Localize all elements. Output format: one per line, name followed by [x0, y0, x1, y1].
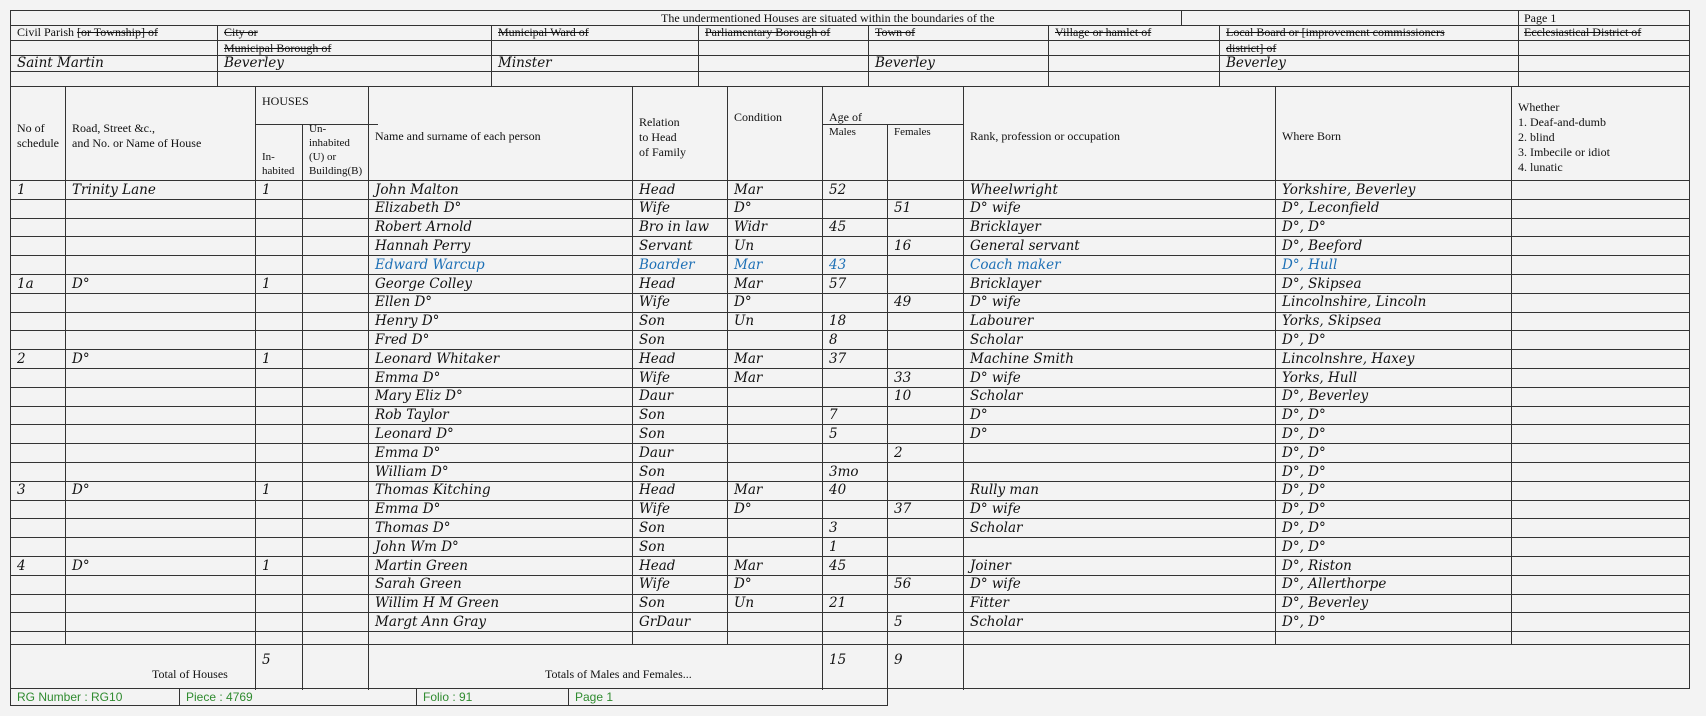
birthplace-cell: Yorkshire, Beverley [1282, 181, 1416, 198]
males-age-cell: 18 [829, 313, 847, 330]
birthplace-cell: D°, D° [1282, 219, 1326, 236]
females-age-cell: 16 [894, 237, 912, 254]
col-inhabited-1: In- [262, 151, 275, 163]
occupation-cell: Scholar [970, 519, 1023, 536]
schedule-cell: 3 [17, 482, 26, 499]
relation-cell: Son [639, 595, 666, 612]
road-cell: D° [72, 350, 90, 367]
occupation-cell: D° [970, 425, 988, 442]
females-age-cell: 33 [894, 369, 912, 386]
condition-cell: Widr [734, 219, 768, 236]
birthplace-cell: D°, D° [1282, 331, 1326, 348]
road-cell: Trinity Lane [72, 181, 156, 198]
relation-cell: Boarder [639, 256, 695, 273]
total-males-value: 15 [829, 652, 847, 668]
birthplace-cell: D°, Allerthorpe [1282, 576, 1387, 593]
name-cell: Emma D° [375, 369, 441, 386]
label-local-board-2: district] of [1226, 41, 1277, 55]
condition-cell: Mar [734, 350, 763, 367]
page-label: Page 1 [1524, 11, 1557, 25]
relation-cell: Head [639, 482, 676, 499]
col-name: Name and surname of each person [375, 129, 541, 143]
col-schedule-2: schedule [17, 136, 59, 150]
col-whether-3: 2. blind [1518, 130, 1555, 144]
name-cell: Elizabeth D° [375, 200, 462, 217]
relation-cell: Son [639, 407, 666, 424]
col-road-2: and No. or Name of House [72, 136, 202, 150]
label-ecclesiastical: Ecclesiastical District of [1524, 25, 1642, 39]
col-whether-4: 3. Imbecile or idiot [1518, 145, 1610, 159]
label-civil-parish: Civil Parish [or Township] of [17, 25, 158, 39]
schedule-cell: 1a [17, 275, 34, 292]
col-road-1: Road, Street &c., [72, 121, 155, 135]
condition-cell: Mar [734, 482, 763, 499]
total-houses-value: 5 [262, 652, 271, 668]
condition-cell: Mar [734, 275, 763, 292]
col-uninhabited-1: Un- [309, 123, 327, 135]
relation-cell: Son [639, 331, 666, 348]
occupation-cell: Joiner [970, 557, 1011, 574]
name-cell: Mary Eliz D° [375, 388, 463, 405]
total-females-value: 9 [894, 652, 903, 668]
males-age-cell: 21 [829, 595, 847, 612]
relation-cell: Head [639, 275, 676, 292]
females-age-cell: 56 [894, 576, 912, 593]
footer-page: Page 1 [568, 689, 888, 705]
occupation-cell: D° wife [970, 369, 1021, 386]
col-whether-5: 4. lunatic [1518, 160, 1563, 174]
inhabited-cell: 1 [262, 181, 271, 198]
road-cell: D° [72, 557, 90, 574]
value-municipal-ward: Minster [498, 55, 552, 71]
males-age-cell: 3mo [829, 463, 859, 480]
schedule-cell: 2 [17, 350, 26, 367]
females-age-cell: 2 [894, 444, 903, 461]
inhabited-cell: 1 [262, 482, 271, 499]
footer-bar [10, 689, 888, 706]
census-sheet [10, 10, 1690, 689]
col-relation-1: Relation [639, 115, 680, 129]
relation-cell: Wife [639, 294, 670, 311]
occupation-cell: General servant [970, 237, 1080, 254]
occupation-cell: Scholar [970, 388, 1023, 405]
condition-cell: Mar [734, 181, 763, 198]
label-village: Village or hamlet of [1055, 25, 1152, 39]
condition-cell: D° [734, 576, 752, 593]
birthplace-cell: D°, Skipsea [1282, 275, 1362, 292]
occupation-cell: D° wife [970, 294, 1021, 311]
name-cell: Ellen D° [375, 294, 433, 311]
footer-rg-number: RG Number : RG10 [17, 690, 123, 704]
label-local-board: Local Board or [improvement commissioners [1226, 25, 1445, 39]
females-age-cell: 10 [894, 388, 912, 405]
relation-cell: Son [639, 519, 666, 536]
birthplace-cell: Yorks, Hull [1282, 369, 1358, 386]
name-cell: Robert Arnold [375, 219, 473, 236]
birthplace-cell: D°, Riston [1282, 557, 1352, 574]
condition-cell: Un [734, 595, 755, 612]
name-cell: Margt Ann Gray [375, 613, 487, 630]
name-cell: Leonard D° [375, 425, 454, 442]
occupation-cell: D° wife [970, 200, 1021, 217]
males-age-cell: 1 [829, 538, 838, 555]
males-age-cell: 57 [829, 275, 847, 292]
name-cell: Martin Green [375, 557, 468, 574]
value-local-board: Beverley [1226, 55, 1286, 71]
males-age-cell: 37 [829, 350, 847, 367]
road-cell: D° [72, 275, 90, 292]
footer-piece: Piece : 4769 [179, 689, 416, 705]
birthplace-cell: D°, D° [1282, 463, 1326, 480]
occupation-cell: Machine Smith [970, 350, 1074, 367]
condition-cell: D° [734, 200, 752, 217]
name-cell: George Colley [375, 275, 472, 292]
col-relation-3: of Family [639, 145, 686, 159]
col-houses: HOUSES [262, 94, 309, 108]
males-age-cell: 7 [829, 407, 838, 424]
birthplace-cell: D°, Leconfield [1282, 200, 1380, 217]
col-occupation: Rank, profession or occupation [970, 129, 1120, 143]
name-cell: John Malton [375, 181, 459, 198]
occupation-cell: Labourer [970, 313, 1034, 330]
relation-cell: Servant [639, 237, 693, 254]
condition-cell: Un [734, 237, 755, 254]
birthplace-cell: D°, Beeford [1282, 237, 1363, 254]
birthplace-cell: Yorks, Skipsea [1282, 313, 1382, 330]
males-age-cell: 3 [829, 519, 838, 536]
relation-cell: Wife [639, 200, 670, 217]
inhabited-cell: 1 [262, 557, 271, 574]
males-age-cell: 40 [829, 482, 847, 499]
occupation-cell: Scholar [970, 331, 1023, 348]
totals-persons-label: Totals of Males and Females... [545, 667, 692, 681]
relation-cell: Daur [639, 444, 674, 461]
condition-cell: Un [734, 313, 755, 330]
name-cell: Leonard Whitaker [375, 350, 500, 367]
birthplace-cell: Lincolnshire, Lincoln [1282, 294, 1427, 311]
col-females: Females [894, 126, 931, 138]
value-city: Beverley [224, 55, 284, 71]
occupation-cell: Coach maker [970, 256, 1061, 273]
males-age-cell: 45 [829, 219, 847, 236]
females-age-cell: 5 [894, 613, 903, 630]
relation-cell: Wife [639, 369, 670, 386]
col-uninhabited-3: (U) or [309, 151, 337, 163]
relation-cell: Son [639, 313, 666, 330]
label-city: City or [224, 25, 258, 39]
road-cell: D° [72, 482, 90, 499]
name-cell: Thomas Kitching [375, 482, 491, 499]
label-municipal-ward: Municipal Ward of [498, 25, 589, 39]
males-age-cell: 8 [829, 331, 838, 348]
females-age-cell: 51 [894, 200, 912, 217]
inhabited-cell: 1 [262, 275, 271, 292]
name-cell: Emma D° [375, 444, 441, 461]
name-cell: Henry D° [375, 313, 440, 330]
relation-cell: Head [639, 350, 676, 367]
name-cell: Willim H M Green [375, 595, 500, 612]
label-town: Town of [875, 25, 916, 39]
relation-cell: Bro in law [639, 219, 710, 236]
females-age-cell: 37 [894, 501, 912, 518]
schedule-cell: 1 [17, 181, 26, 198]
birthplace-cell: D°, D° [1282, 482, 1326, 499]
birthplace-cell: D°, D° [1282, 444, 1326, 461]
footer-folio: Folio : 91 [416, 689, 568, 705]
birthplace-cell: D°, D° [1282, 519, 1326, 536]
relation-cell: Head [639, 557, 676, 574]
males-age-cell: 43 [829, 256, 847, 273]
col-schedule-1: No of [17, 121, 45, 135]
name-cell: Fred D° [375, 331, 430, 348]
schedule-cell: 4 [17, 557, 26, 574]
name-cell: Thomas D° [375, 519, 451, 536]
col-relation-2: to Head [639, 130, 677, 144]
name-cell: William D° [375, 463, 449, 480]
birthplace-cell: D°, D° [1282, 425, 1326, 442]
total-houses-label: Total of Houses [152, 667, 228, 681]
females-age-cell: 49 [894, 294, 912, 311]
value-town: Beverley [875, 55, 935, 71]
name-cell: Rob Taylor [375, 407, 449, 424]
relation-cell: Wife [639, 501, 670, 518]
col-age: Age of [829, 110, 862, 124]
relation-cell: Daur [639, 388, 674, 405]
name-cell: Edward Warcup [375, 256, 485, 273]
col-inhabited-2: habited [262, 165, 295, 177]
condition-cell: D° [734, 294, 752, 311]
value-civil-parish: Saint Martin [17, 55, 104, 71]
relation-cell: Son [639, 463, 666, 480]
banner-text: The undermentioned Houses are situated within the boundaries of the [661, 11, 995, 25]
birthplace-cell: D°, D° [1282, 407, 1326, 424]
name-cell: Emma D° [375, 501, 441, 518]
name-cell: John Wm D° [375, 538, 459, 555]
col-males: Males [829, 126, 856, 138]
occupation-cell: Bricklayer [970, 275, 1041, 292]
name-cell: Hannah Perry [375, 237, 471, 254]
occupation-cell: D° wife [970, 576, 1021, 593]
occupation-cell: Fitter [970, 595, 1009, 612]
col-condition: Condition [734, 110, 783, 124]
label-parliamentary-borough: Parliamentary Borough of [705, 25, 831, 39]
relation-cell: Head [639, 181, 676, 198]
name-cell: Sarah Green [375, 576, 462, 593]
col-born: Where Born [1282, 129, 1341, 143]
relation-cell: Wife [639, 576, 670, 593]
inhabited-cell: 1 [262, 350, 271, 367]
occupation-cell: Scholar [970, 613, 1023, 630]
males-age-cell: 45 [829, 557, 847, 574]
males-age-cell: 52 [829, 181, 847, 198]
birthplace-cell: D°, Beverley [1282, 388, 1369, 405]
birthplace-cell: D°, Hull [1282, 256, 1338, 273]
condition-cell: D° [734, 501, 752, 518]
relation-cell: Son [639, 425, 666, 442]
occupation-cell: D° [970, 407, 988, 424]
relation-cell: Son [639, 538, 666, 555]
occupation-cell: Wheelwright [970, 181, 1058, 198]
col-whether-1: Whether [1518, 100, 1560, 114]
males-age-cell: 5 [829, 425, 838, 442]
relation-cell: GrDaur [639, 613, 691, 630]
occupation-cell: D° wife [970, 501, 1021, 518]
occupation-cell: Bricklayer [970, 219, 1041, 236]
col-whether-2: 1. Deaf-and-dumb [1518, 115, 1606, 129]
birthplace-cell: D°, Beverley [1282, 595, 1369, 612]
birthplace-cell: D°, D° [1282, 501, 1326, 518]
label-city-2: Municipal Borough of [224, 41, 332, 55]
col-uninhabited-4: Building(B) [309, 165, 363, 177]
condition-cell: Mar [734, 256, 763, 273]
col-uninhabited-2: inhabited [309, 137, 350, 149]
occupation-cell: Rully man [970, 482, 1039, 499]
birthplace-cell: D°, D° [1282, 613, 1326, 630]
condition-cell: Mar [734, 557, 763, 574]
birthplace-cell: Lincolnshre, Haxey [1282, 350, 1415, 367]
condition-cell: Mar [734, 369, 763, 386]
birthplace-cell: D°, D° [1282, 538, 1326, 555]
